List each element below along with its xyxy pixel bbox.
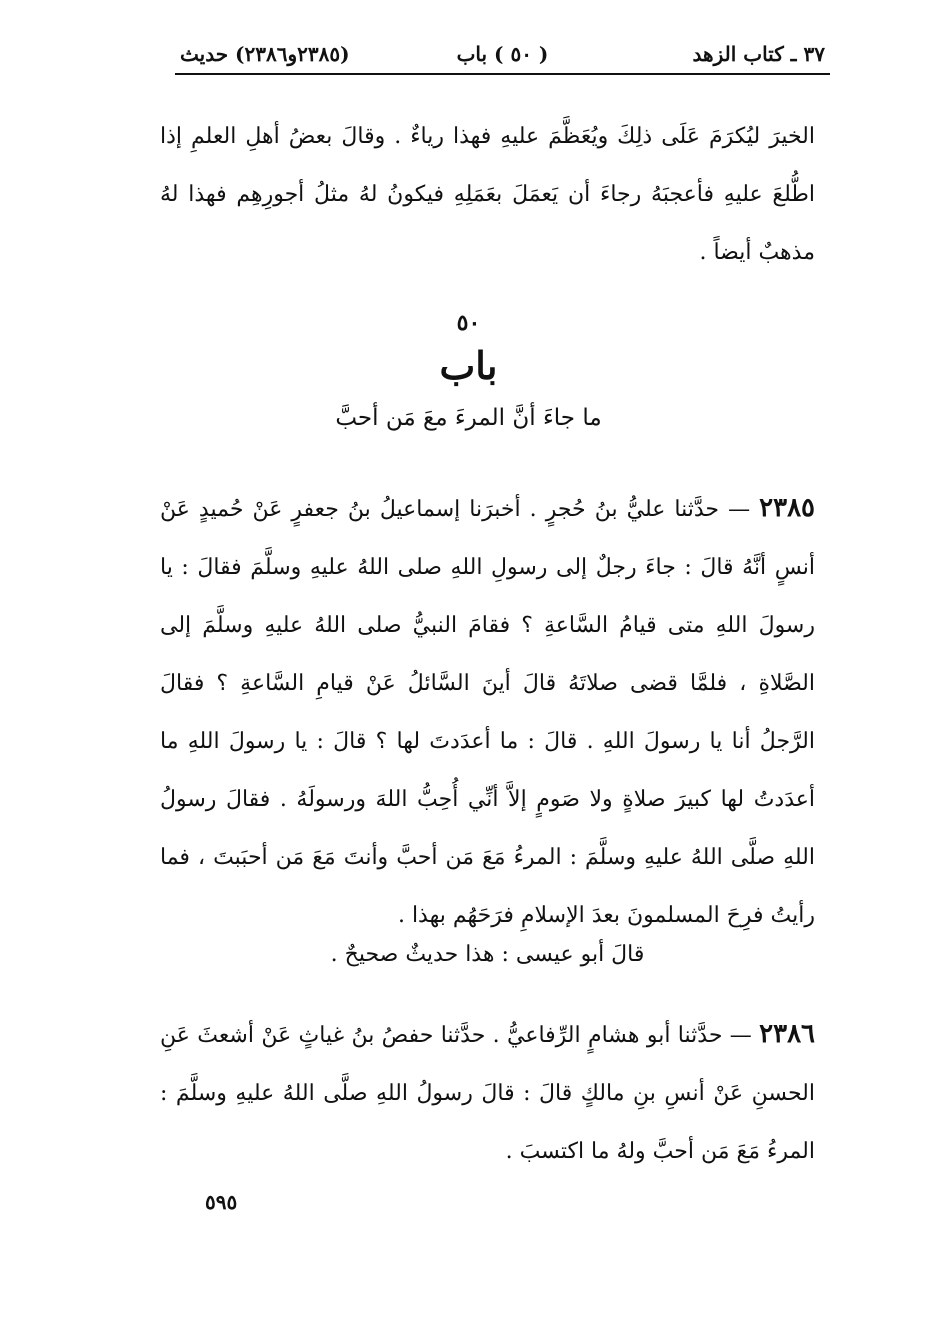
hadith-number: ٢٣٨٥ <box>759 493 816 523</box>
hadith-text: حدَّثنا عليُّ بنُ حُجرٍ . أخبرَنا إسماعيلُ بنُ جعفرٍ عَنْ حُميدٍ عَنْ أنسٍ أنَّهُ قالَ : جاءَ رجلٌ إلى رسولِ اللهِ صلى اللهُ عليهِ وسلَّمَ فقالَ : يا رسولَ اللهِ متى قيامُ السَّاعةِ ؟ فقامَ النبيُّ صلى اللهُ عليهِ وسلَّمَ إلى الصَّلاةِ ، فلمَّا قضى صلاتَهُ قالَ أينَ السَّائلُ عَنْ قيامِ السَّاعةِ ؟ فقالَ الرَّجلُ أنا يا رسولَ اللهِ . قالَ : ما أعدَدتَ لها ؟ قالَ : يا رسولَ اللهِ ما أعدَدتُ لها كبيرَ صلاةٍ ولا صَومٍ إلاَّ أنِّي أُحِبُّ اللهَ ورسولَهُ . فقالَ رسولُ اللهِ صلَّى اللهُ عليهِ وسلَّمَ : المرءُ مَعَ مَن أحبَّ وأنتَ مَعَ مَن أحبَبتَ ، فما رأيتُ فرِحَ المسلمونَ بعدَ الإسلامِ فرَحَهُم بهذا . <box>160 497 815 928</box>
hadith-2386 <box>160 1005 815 1181</box>
hadith-dash: — <box>722 1023 752 1048</box>
page-number: ٥٩٥ <box>205 1190 238 1214</box>
hadith-2385 <box>160 479 815 945</box>
chapter-subtitle: ما جاءَ أنَّ المرءَ معَ مَن أحبَّ <box>335 405 602 431</box>
hadith-dash: — <box>719 497 751 522</box>
header-book-title: ٣٧ ـ كتاب الزهد <box>692 42 825 66</box>
hadith-text: حدَّثنا أبو هشامٍ الرِّفاعيُّ . حدَّثنا حفصُ بنُ غياثٍ عَنْ أشعثَ عَنِ الحسنِ عَنْ أنسِ بنِ مالكٍ قالَ : قالَ رسولُ اللهِ صلَّى اللهُ عليهِ وسلَّمَ : المرءُ مَعَ مَن أحبَّ ولهُ ما اكتسبَ . <box>160 1023 815 1164</box>
chapter-number: ٥٠ <box>456 310 481 336</box>
intro-paragraph: الخيرَ ليُكرَمَ عَلَى ذلِكَ ويُعَظَّمَ عليهِ فهذا رياءٌ . وقالَ بعضُ أهلِ العلمِ إذا اطُّلعَ عليهِ فأعجبَهُ رجاءَ أن يَعمَلَ بعَمَلِهِ فيكونُ لهُ مثلُ أجورِهِم فهذا لهُ مذهبٌ أيضاً . <box>160 124 815 265</box>
header-chapter: ( ٥٠ ) باب <box>456 42 549 66</box>
hadith-verdict: قالَ أبو عيسى : هذا حديثٌ صحيحٌ . <box>330 942 645 967</box>
hadith-number: ٢٣٨٦ <box>759 1019 816 1049</box>
header-hadith-range: (٢٣٨٥و٢٣٨٦) حديث <box>180 42 350 66</box>
header-rule <box>175 73 830 75</box>
chapter-title: باب <box>439 343 498 388</box>
running-header <box>180 38 825 78</box>
